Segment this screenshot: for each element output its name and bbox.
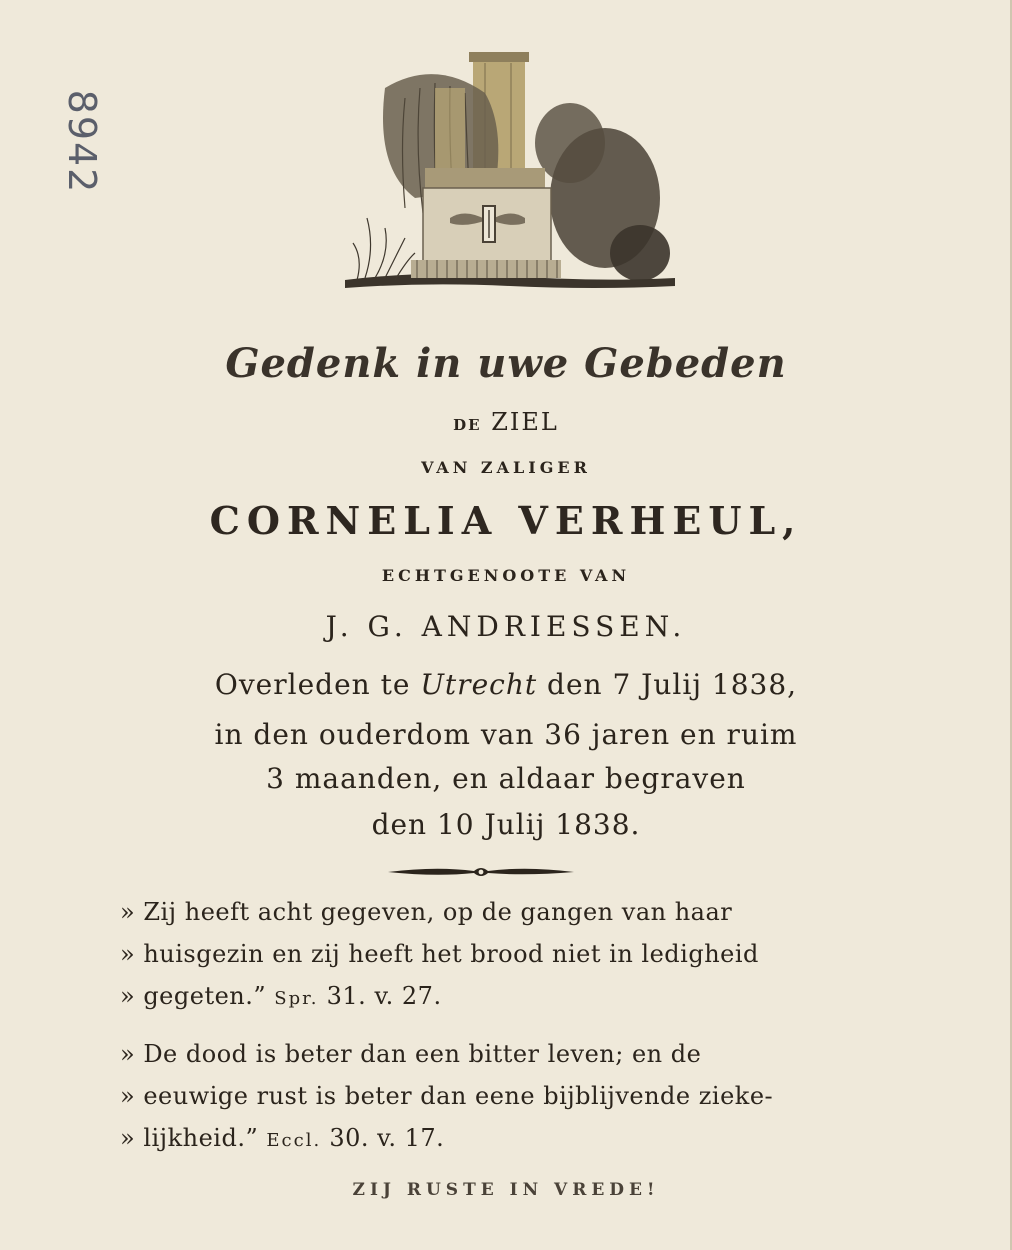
quote-ecclesiasticus-text-end: » lijkheid.” xyxy=(120,1124,259,1152)
deceased-name: CORNELIA VERHEUL, xyxy=(209,498,803,543)
ecclesiasticus-reference: 30. v. 17. xyxy=(329,1124,445,1152)
death-line-4: den 10 Julij 1838. xyxy=(371,808,641,841)
funerary-monument-engraving xyxy=(345,48,675,298)
quote-proverbs-line-2: » huisgezin en zij heeft het brood niet in ledigheid xyxy=(120,940,759,968)
quote-ecclesiasticus-line-2: » eeuwige rust is beter dan eene bijblijvende zieke- xyxy=(120,1082,774,1110)
proverbs-reference: 31. v. 27. xyxy=(326,982,442,1010)
quote-proverbs-line-3 xyxy=(120,982,442,1010)
husband-name: J. G. ANDRIESSEN. xyxy=(325,610,687,643)
de-ziel-line xyxy=(0,408,1012,436)
handwritten-catalog-number: 8942 xyxy=(60,89,104,195)
echtgenoote-van-line: ECHTGENOOTE VAN xyxy=(381,566,631,585)
death-line-1-end: den 7 Julij 1838, xyxy=(547,668,798,701)
proverbs-abbrev: Spr. xyxy=(274,988,319,1009)
quote-ecclesiasticus-line-1: » De dood is beter dan een bitter leven; en de xyxy=(120,1040,702,1068)
death-line-1 xyxy=(0,668,1012,701)
decorative-divider xyxy=(386,862,576,882)
death-line-3: 3 maanden, en aldaar begraven xyxy=(266,762,746,795)
quote-proverbs-text-end: » gegeten.” xyxy=(120,982,267,1010)
quote-ecclesiasticus-line-3 xyxy=(120,1124,444,1152)
death-place: Utrecht xyxy=(420,668,538,701)
ecclesiasticus-abbrev: Eccl. xyxy=(266,1130,322,1151)
ziel-word: ZIEL xyxy=(491,408,559,436)
van-zaliger-line: VAN ZALIGER xyxy=(421,458,591,477)
heading-remember-in-prayers: Gedenk in uwe Gebeden xyxy=(225,340,787,387)
death-line-2: in den ouderdom van 36 jaren en ruim xyxy=(214,718,798,751)
rest-in-peace-line: ZIJ RUSTE IN VREDE! xyxy=(352,1180,660,1200)
de-prefix: DE xyxy=(453,416,482,434)
death-line-1-start: Overleden te xyxy=(214,668,411,701)
quote-proverbs-line-1: » Zij heeft acht gegeven, op de gangen van haar xyxy=(120,898,733,926)
